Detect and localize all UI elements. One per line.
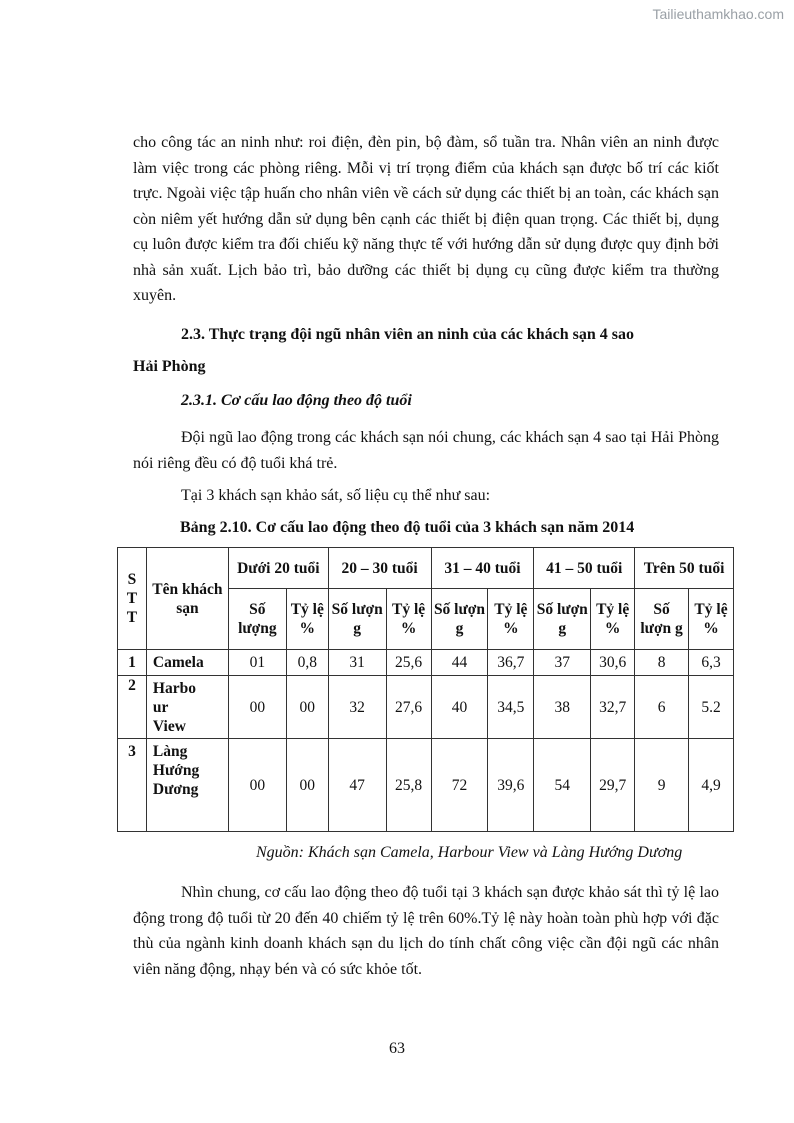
- cell-value: 00: [286, 739, 328, 832]
- watermark: Tailieuthamkhao.com: [652, 6, 784, 22]
- group-header: 20 – 30 tuổi: [328, 548, 431, 589]
- cell-value: 4,9: [689, 739, 734, 832]
- percent-subheader: Tỷ lệ %: [689, 589, 734, 650]
- cell-value: 0,8: [286, 650, 328, 676]
- cell-value: 6,3: [689, 650, 734, 676]
- cell-value: 36,7: [488, 650, 534, 676]
- count-subheader: Số lượn g: [328, 589, 386, 650]
- percent-subheader: Tỷ lệ %: [386, 589, 431, 650]
- table-source: Nguồn: Khách sạn Camela, Harbour View và Làng Hướng Dương: [256, 844, 683, 861]
- percent-subheader: Tỷ lệ %: [286, 589, 328, 650]
- table-header-row: [118, 548, 734, 589]
- cell-value: 39,6: [488, 739, 534, 832]
- cell-value: 32,7: [591, 676, 635, 739]
- table-caption: Bảng 2.10. Cơ cấu lao động theo độ tuổi của 3 khách sạn năm 2014: [180, 519, 635, 536]
- cell-value: 25,8: [386, 739, 431, 832]
- cell-value: 31: [328, 650, 386, 676]
- cell-value: 47: [328, 739, 386, 832]
- percent-subheader: Tỷ lệ %: [591, 589, 635, 650]
- cell-value: 27,6: [386, 676, 431, 739]
- group-header: Trên 50 tuổi: [635, 548, 734, 589]
- stt-header: S T T: [118, 548, 147, 650]
- section-heading-2-3: 2.3. Thực trạng đội ngũ nhân viên an ninh của các khách sạn 4 sao: [181, 326, 634, 343]
- cell-value: 44: [431, 650, 488, 676]
- cell-value: 37: [534, 650, 591, 676]
- row-stt: 2: [118, 676, 147, 739]
- cell-value: 9: [635, 739, 689, 832]
- cell-value: 38: [534, 676, 591, 739]
- cell-value: 25,6: [386, 650, 431, 676]
- cell-value: 34,5: [488, 676, 534, 739]
- row-stt: 1: [118, 650, 147, 676]
- count-subheader: Số lượng: [228, 589, 286, 650]
- subsection-heading-2-3-1: 2.3.1. Cơ cấu lao động theo độ tuổi: [181, 392, 412, 409]
- paragraph-equipment: cho công tác an ninh như: roi điện, đèn pin, bộ đàm, sổ tuần tra. Nhân viên an ninh được làm việc trong các phòng riêng. Mỗi vị trí trọng điểm của khách sạn được bố trí các kiốt trực. Ngoài việc tập huấn cho nhân viên về cách sử dụng các thiết bị an toàn, các khách sạn còn niêm yết hướng dẫn sử dụng bên cạnh các thiết bị điện quan trọng. Các thiết bị, dụng cụ luôn được kiểm tra đối chiếu kỹ năng thực tế với hướng dẫn sử dụng được quy định bởi nhà sản xuất. Lịch bảo trì, bảo dưỡng các thiết bị dụng cụ cũng được kiểm tra thường xuyên.: [133, 134, 719, 304]
- paragraph-survey: Tại 3 khách sạn khảo sát, số liệu cụ thể như sau:: [181, 487, 491, 504]
- paragraph-age-intro: Đội ngũ lao động trong các khách sạn nói chung, các khách sạn 4 sao tại Hải Phòng nói riêng đều có độ tuổi khá trẻ.: [133, 429, 719, 472]
- section-heading-2-3-cont: Hải Phòng: [133, 358, 206, 375]
- age-structure-table: [117, 547, 734, 832]
- row-hotel-name: Harbo ur View: [146, 676, 228, 739]
- cell-value: 8: [635, 650, 689, 676]
- count-subheader: Số lượn g: [534, 589, 591, 650]
- row-hotel-name: Làng Hướng Dương: [146, 739, 228, 832]
- cell-value: 01: [228, 650, 286, 676]
- count-subheader: Số lượn g: [431, 589, 488, 650]
- cell-value: 00: [228, 739, 286, 832]
- group-header: 41 – 50 tuổi: [534, 548, 635, 589]
- cell-value: 40: [431, 676, 488, 739]
- cell-value: 00: [286, 676, 328, 739]
- count-subheader: Số lượn g: [635, 589, 689, 650]
- cell-value: 5.2: [689, 676, 734, 739]
- row-hotel-name: Camela: [146, 650, 228, 676]
- cell-value: 00: [228, 676, 286, 739]
- table-row: [118, 739, 734, 832]
- paragraph-conclusion: Nhìn chung, cơ cấu lao động theo độ tuổi tại 3 khách sạn được khảo sát thì tỷ lệ lao động trong độ tuổi từ 20 đến 40 chiếm tỷ lệ trên 60%.Tỷ lệ này hoàn toàn phù hợp với đặc thù của ngành kinh doanh khách sạn du lịch do tính chất công việc cần đội ngũ các nhân viên năng động, nhạy bén và có sức khỏe tốt.: [133, 884, 719, 978]
- cell-value: 54: [534, 739, 591, 832]
- percent-subheader: Tỷ lệ %: [488, 589, 534, 650]
- group-header: Dưới 20 tuổi: [228, 548, 328, 589]
- hotel-name-header: Tên khách sạn: [146, 548, 228, 650]
- cell-value: 29,7: [591, 739, 635, 832]
- table-row: [118, 650, 734, 676]
- cell-value: 72: [431, 739, 488, 832]
- row-stt: 3: [118, 739, 147, 832]
- cell-value: 30,6: [591, 650, 635, 676]
- cell-value: 32: [328, 676, 386, 739]
- cell-value: 6: [635, 676, 689, 739]
- table-row: [118, 676, 734, 739]
- group-header: 31 – 40 tuổi: [431, 548, 534, 589]
- page-number: 63: [389, 1040, 405, 1057]
